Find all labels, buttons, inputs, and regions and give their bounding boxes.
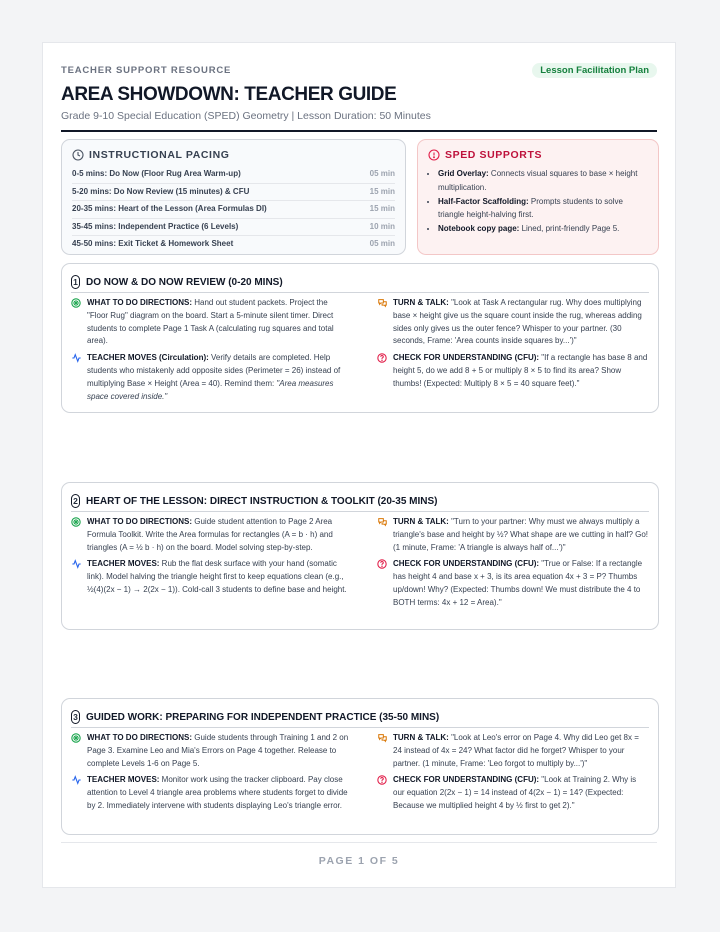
directions-label: WHAT TO DO DIRECTIONS: (87, 733, 193, 742)
clock-icon (72, 149, 84, 161)
help-circle-icon (377, 353, 387, 363)
section-guided-work (61, 698, 659, 835)
turn-talk-paragraph (377, 516, 649, 554)
directions-paragraph (71, 732, 349, 770)
pacing-title-text: INSTRUCTIONAL PACING (89, 149, 230, 161)
turn-talk-paragraph (377, 732, 649, 770)
sped-title-text: SPED SUPPORTS (445, 149, 543, 161)
section-header (71, 272, 649, 293)
target-icon (71, 733, 81, 743)
section-header (71, 707, 649, 728)
chat-icon (377, 517, 388, 527)
activity-icon (71, 559, 82, 569)
help-circle-icon (377, 559, 387, 569)
sped-item-label: Half-Factor Scaffolding: (438, 196, 529, 206)
pacing-label: 5-20 mins: Do Now Review (15 minutes) & CFU (72, 186, 250, 196)
sped-list (430, 167, 650, 236)
pacing-row (72, 184, 395, 202)
pacing-row (72, 236, 395, 253)
plan-badge: Lesson Facilitation Plan (532, 63, 657, 78)
turn-talk-label: TURN & TALK: (393, 298, 449, 307)
teacher-moves-label: TEACHER MOVES (Circulation): (87, 353, 209, 363)
directions-paragraph (71, 516, 349, 554)
pacing-label: 45-50 mins: Exit Ticket & Homework Sheet (72, 239, 234, 248)
cfu-text: "Look at Training 2. Why is our equation 2(2x − 1) = 14 instead of 4(2x − 1) = 14? (Expected: Because we multiplied height 4 by ½ first to get 2)." (393, 775, 637, 810)
title-rule (61, 130, 657, 132)
section-right-column (377, 297, 649, 395)
header-top (61, 63, 657, 79)
pacing-label: 35-45 mins: Independent Practice (6 Levels) (72, 221, 239, 231)
teacher-moves-paragraph (71, 774, 349, 812)
page-subtitle: Grade 9-10 Special Education (SPED) Geometry | Lesson Duration: 50 Minutes (61, 110, 431, 122)
sped-item (438, 222, 650, 236)
directions-label: WHAT TO DO DIRECTIONS: (87, 517, 193, 526)
section-do-now (61, 263, 659, 413)
guide-page (42, 42, 676, 888)
pacing-time: 10 min (369, 221, 395, 231)
turn-talk-label: TURN & TALK: (393, 733, 449, 742)
pacing-title (72, 149, 230, 161)
activity-icon (71, 353, 82, 363)
teacher-moves-text: Verify details are completed. Help students who mistakenly add opposite sides (Perimeter = 26) instead of multiplying Base × Height (Area = 40). Remind them: (87, 353, 341, 388)
section-left-column (71, 732, 349, 817)
directions-text: Hand out student packets. Project the "Floor Rug" diagram on the board. Start a 5-minute silent timer. Direct students to complete Page 1 Task A (calculating rug squares and total area). (87, 298, 334, 346)
pacing-box (61, 139, 406, 255)
section-number: 1 (71, 275, 80, 289)
section-title: GUIDED WORK: PREPARING FOR INDEPENDENT PRACTICE (35-50 MINS) (86, 711, 440, 723)
pacing-label: 20-35 mins: Heart of the Lesson (Area Formulas DI) (72, 204, 267, 213)
pacing-row (72, 201, 395, 219)
teacher-moves-label: TEACHER MOVES: (87, 559, 160, 569)
section-number: 2 (71, 494, 80, 508)
pacing-row (72, 166, 395, 184)
sped-item-text: Prompts students to solve triangle height-halving first. (438, 196, 623, 219)
pacing-label: 0-5 mins: Do Now (Floor Rug Area Warm-up) (72, 169, 241, 178)
directions-text: Guide students through Training 1 and 2 on Page 3. Examine Leo and Mia's Errors on Page 4 together. Release to complete Levels 1-6 on Page 5. (87, 733, 349, 768)
target-icon (71, 298, 81, 308)
section-number: 3 (71, 710, 80, 724)
section-header (71, 491, 649, 512)
cfu-paragraph (377, 558, 649, 609)
cfu-label: CHECK FOR UNDERSTANDING (CFU): (393, 353, 540, 363)
section-direct-instruction (61, 482, 659, 630)
section-left-column (71, 516, 349, 601)
target-icon (71, 517, 81, 527)
cfu-paragraph (377, 774, 649, 812)
help-circle-icon (377, 775, 387, 785)
sped-title (428, 149, 542, 161)
turn-talk-text: "Look at Task A rectangular rug. Why does multiplying base × height give us the square count inside the rug, whereas adding sides only gives us the outer fence? Whisper to your partner. (30 seconds, Frame: 'Area counts inside squares by...')" (393, 298, 642, 346)
turn-talk-paragraph (377, 297, 649, 348)
page-title: AREA SHOWDOWN: TEACHER GUIDE (61, 84, 397, 105)
turn-talk-text: "Turn to your partner: Why must we always multiply a triangle's base and height by ½? What shape are we cutting in half? Go! (1 minute, Frame: 'A triangle is always half of...')" (393, 517, 649, 552)
kicker: TEACHER SUPPORT RESOURCE (61, 65, 232, 76)
cfu-text: "If a rectangle has base 8 and height 5, do we add 8 + 5 or multiply 8 × 5 to find its area? Show thumbs! (Expected: Multiply 8 × 5 = 40 square feet)." (393, 353, 648, 388)
directions-label: WHAT TO DO DIRECTIONS: (87, 298, 193, 307)
section-title: DO NOW & DO NOW REVIEW (0-20 MINS) (86, 276, 283, 288)
page-footer: PAGE 1 OF 5 (61, 842, 657, 867)
sped-item (438, 167, 650, 194)
sped-item (438, 195, 650, 222)
pacing-time: 15 min (369, 204, 395, 213)
turn-talk-label: TURN & TALK: (393, 517, 449, 526)
section-right-column (377, 516, 649, 614)
section-left-column (71, 297, 349, 407)
directions-paragraph (71, 297, 349, 348)
teacher-moves-text: Monitor work using the tracker clipboard. Pay close attention to Level 4 triangle area problems where students forget to divide by 2. Immediately intervene with students displaying Leo's triangle error. (87, 775, 348, 810)
cfu-label: CHECK FOR UNDERSTANDING (CFU): (393, 559, 540, 569)
section-title: HEART OF THE LESSON: DIRECT INSTRUCTION & TOOLKIT (20-35 MINS) (86, 495, 438, 507)
pacing-row (72, 219, 395, 237)
section-right-column (377, 732, 649, 817)
alert-circle-icon (428, 149, 440, 161)
pacing-time: 15 min (369, 186, 395, 196)
turn-talk-text: "Look at Leo's error on Page 4. Why did Leo get 8x = 24 instead of 4x = 24? What factor did he forget? Whisper to your partner. (1 minute, Frame: 'Leo forgot to multiply by...')" (393, 733, 639, 768)
cfu-text: "True or False: If a rectangle has height 4 and base x + 3, is its area equation 4x + 3 = P? Thumbs up/down! Why? (Expected: Thumbs down! We must distribute the 4 to BOTH terms: 4x + 12 = Area)." (393, 559, 643, 607)
teacher-moves-paragraph (71, 558, 349, 596)
cfu-label: CHECK FOR UNDERSTANDING (CFU): (393, 775, 540, 785)
teacher-moves-paragraph (71, 352, 349, 403)
teacher-moves-text: Rub the flat desk surface with your hand (somatic link). Model halving the triangle height first to keep equations clean (e.g., ½(4)(2x − 1) → 2(2x − 1)). Cold-call 3 students to define base and height. (87, 559, 347, 594)
activity-icon (71, 775, 82, 785)
teacher-moves-label: TEACHER MOVES: (87, 775, 160, 785)
sped-item-label: Grid Overlay: (438, 169, 489, 178)
pacing-time: 05 min (369, 239, 395, 248)
sped-item-text: Lined, print-friendly Page 5. (519, 224, 620, 233)
pacing-list (72, 166, 395, 253)
pacing-time: 05 min (369, 169, 395, 178)
teacher-moves-quote: "Area measures space covered inside." (87, 378, 334, 401)
cfu-paragraph (377, 352, 649, 390)
sped-box (417, 139, 659, 255)
chat-icon (377, 733, 388, 743)
chat-icon (377, 298, 388, 308)
directions-text: Guide student attention to Page 2 Area Formula Toolkit. Write the Area formulas for rectangles (A = b · h) and triangles (A = ½ b · h) on the board. Model solving step-by-step. (87, 517, 333, 552)
sped-item-label: Notebook copy page: (438, 224, 520, 233)
sped-item-text: Connects visual squares to base × height multiplication. (438, 169, 638, 192)
